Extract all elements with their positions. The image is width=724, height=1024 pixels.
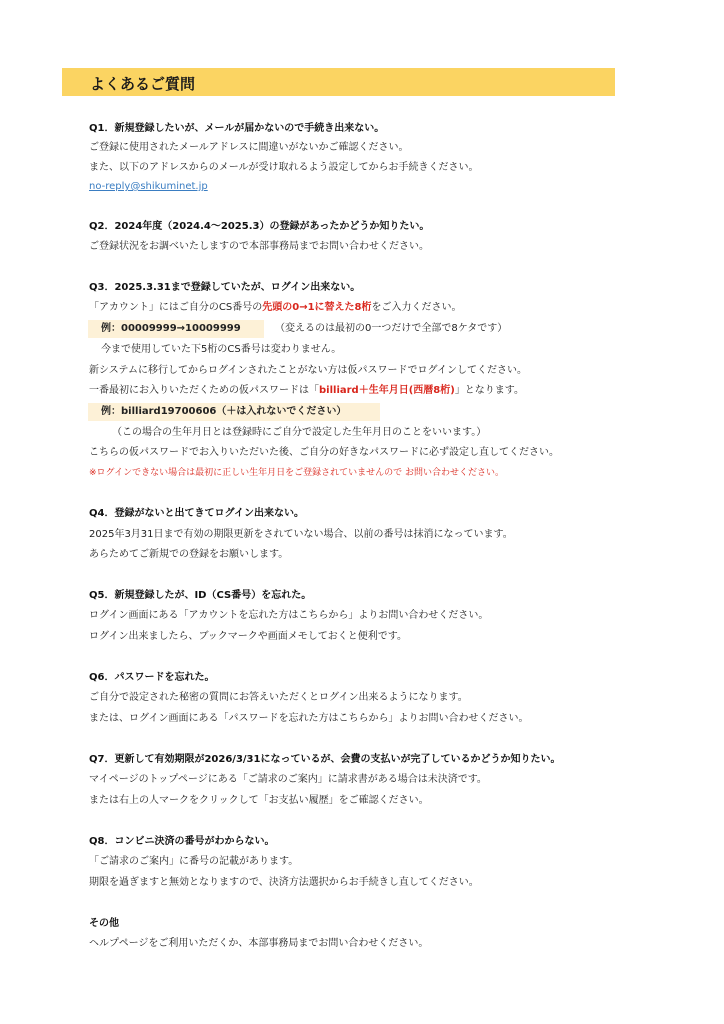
q6-line-2: または、ログイン画面にある「パスワードを忘れた方はこちらから」よりお問い合わせください。 (89, 713, 529, 724)
q5-line-2: ログイン出来ましたら、ブックマークや画面メモしておくと便利です。 (89, 631, 407, 642)
q3-line-2: 今まで使用していた下5桁のCS番号は変わりません。 (101, 344, 342, 355)
q6-line-1: ご自分で設定された秘密の質問にお答えいただくとログイン出来るようになります。 (89, 692, 468, 703)
q1-title: Q1．新規登録したいが、メールが届かないので手続き出来ない。 (89, 123, 385, 134)
q3-example-1: 例：00009999→10009999 (101, 323, 241, 334)
q3-line-6: こちらの仮パスワードでお入りいただいた後、ご自分の好きなパスワードに必ず設定し直してください。 (89, 447, 559, 458)
q5-line-1: ログイン画面にある「アカウントを忘れた方はこちらから」よりお問い合わせください。 (89, 610, 489, 621)
q7-line-1: マイページのトップページにある「ご請求のご案内」に請求書がある場合は未決済です。 (89, 774, 487, 785)
q3-warning-note: ※ログインできない場合は最初に正しい生年月日をご登録されていませんので お問い合わせください。 (89, 468, 504, 478)
q7-line-2: または右上の人マークをクリックして「お支払い履歴」をご確認ください。 (89, 795, 429, 806)
q3-line-3: 新システムに移行してからログインされたことがない方は仮パスワードでログインしてください。 (89, 365, 527, 376)
q3-line-4-c: 」となります。 (454, 385, 525, 396)
q5-title: Q5．新規登録したが、ID（CS番号）を忘れた。 (89, 590, 312, 601)
q3-line-1-emphasis: 先頭の0→1に替えた8桁 (262, 302, 372, 313)
q4-line-2: あらためてご新規での登録をお願いします。 (89, 549, 289, 560)
q8-line-2: 期限を過ぎますと無効となりますので、決済方法選択からお手続きし直してください。 (89, 877, 479, 888)
q1-line-1: ご登録に使用されたメールアドレスに間違いがないかご確認ください。 (89, 142, 409, 153)
q3-line-1-a: 「アカウント」にはご自分のCS番号の (89, 302, 263, 313)
q8-title: Q8．コンビニ決済の番号がわからない。 (89, 836, 275, 847)
q1-line-2: また、以下のアドレスからのメールが受け取れるよう設定してからお手続きください。 (89, 162, 479, 173)
other-title: その他 (89, 918, 119, 929)
page-title: よくあるご質問 (90, 75, 196, 93)
q3-example-1-note: （変えるのは最初の0一つだけで全部で8ケタです） (275, 323, 508, 334)
faq-header-bar (62, 68, 615, 96)
q2-title: Q2．2024年度（2024.4～2025.3）の登録があったかどうか知りたい。 (89, 221, 430, 232)
other-line-1: ヘルプページをご利用いただくか、本部事務局までお問い合わせください。 (89, 938, 429, 949)
q3-line-4-a: 一番最初にお入りいただくための仮パスワードは「 (89, 385, 319, 396)
q3-title: Q3．2025.3.31まで登録していたが、ログイン出来ない。 (89, 282, 361, 293)
q4-title: Q4．登録がないと出てきてログイン出来ない。 (89, 508, 304, 519)
q6-title: Q6．パスワードを忘れた。 (89, 672, 215, 683)
q3-password-format: billiard＋生年月日(西暦8桁) (319, 385, 455, 396)
q3-example-2: 例：billiard19700606（＋は入れないでください） (101, 406, 347, 417)
q3-line-1-c: をご入力ください。 (371, 302, 462, 313)
q3-line-1 (89, 301, 462, 315)
q3-line-5: （この場合の生年月日とは登録時にご自分で設定した生年月日のことをいいます。） (112, 427, 487, 438)
q8-line-1: 「ご請求のご案内」に番号の記載があります。 (89, 856, 299, 867)
q2-line-1: ご登録状況をお調べいたしますので本部事務局までお問い合わせください。 (89, 241, 429, 252)
q3-line-4 (89, 384, 524, 398)
q7-title: Q7．更新して有効期限が2026/3/31になっているが、会費の支払いが完了しているかどうか知りたい。 (89, 754, 561, 765)
q1-email-link[interactable]: no-reply@shikuminet.jp (89, 181, 208, 192)
q4-line-1: 2025年3月31日まで有効の期限更新をされていない場合、以前の番号は抹消になっています。 (89, 529, 513, 540)
